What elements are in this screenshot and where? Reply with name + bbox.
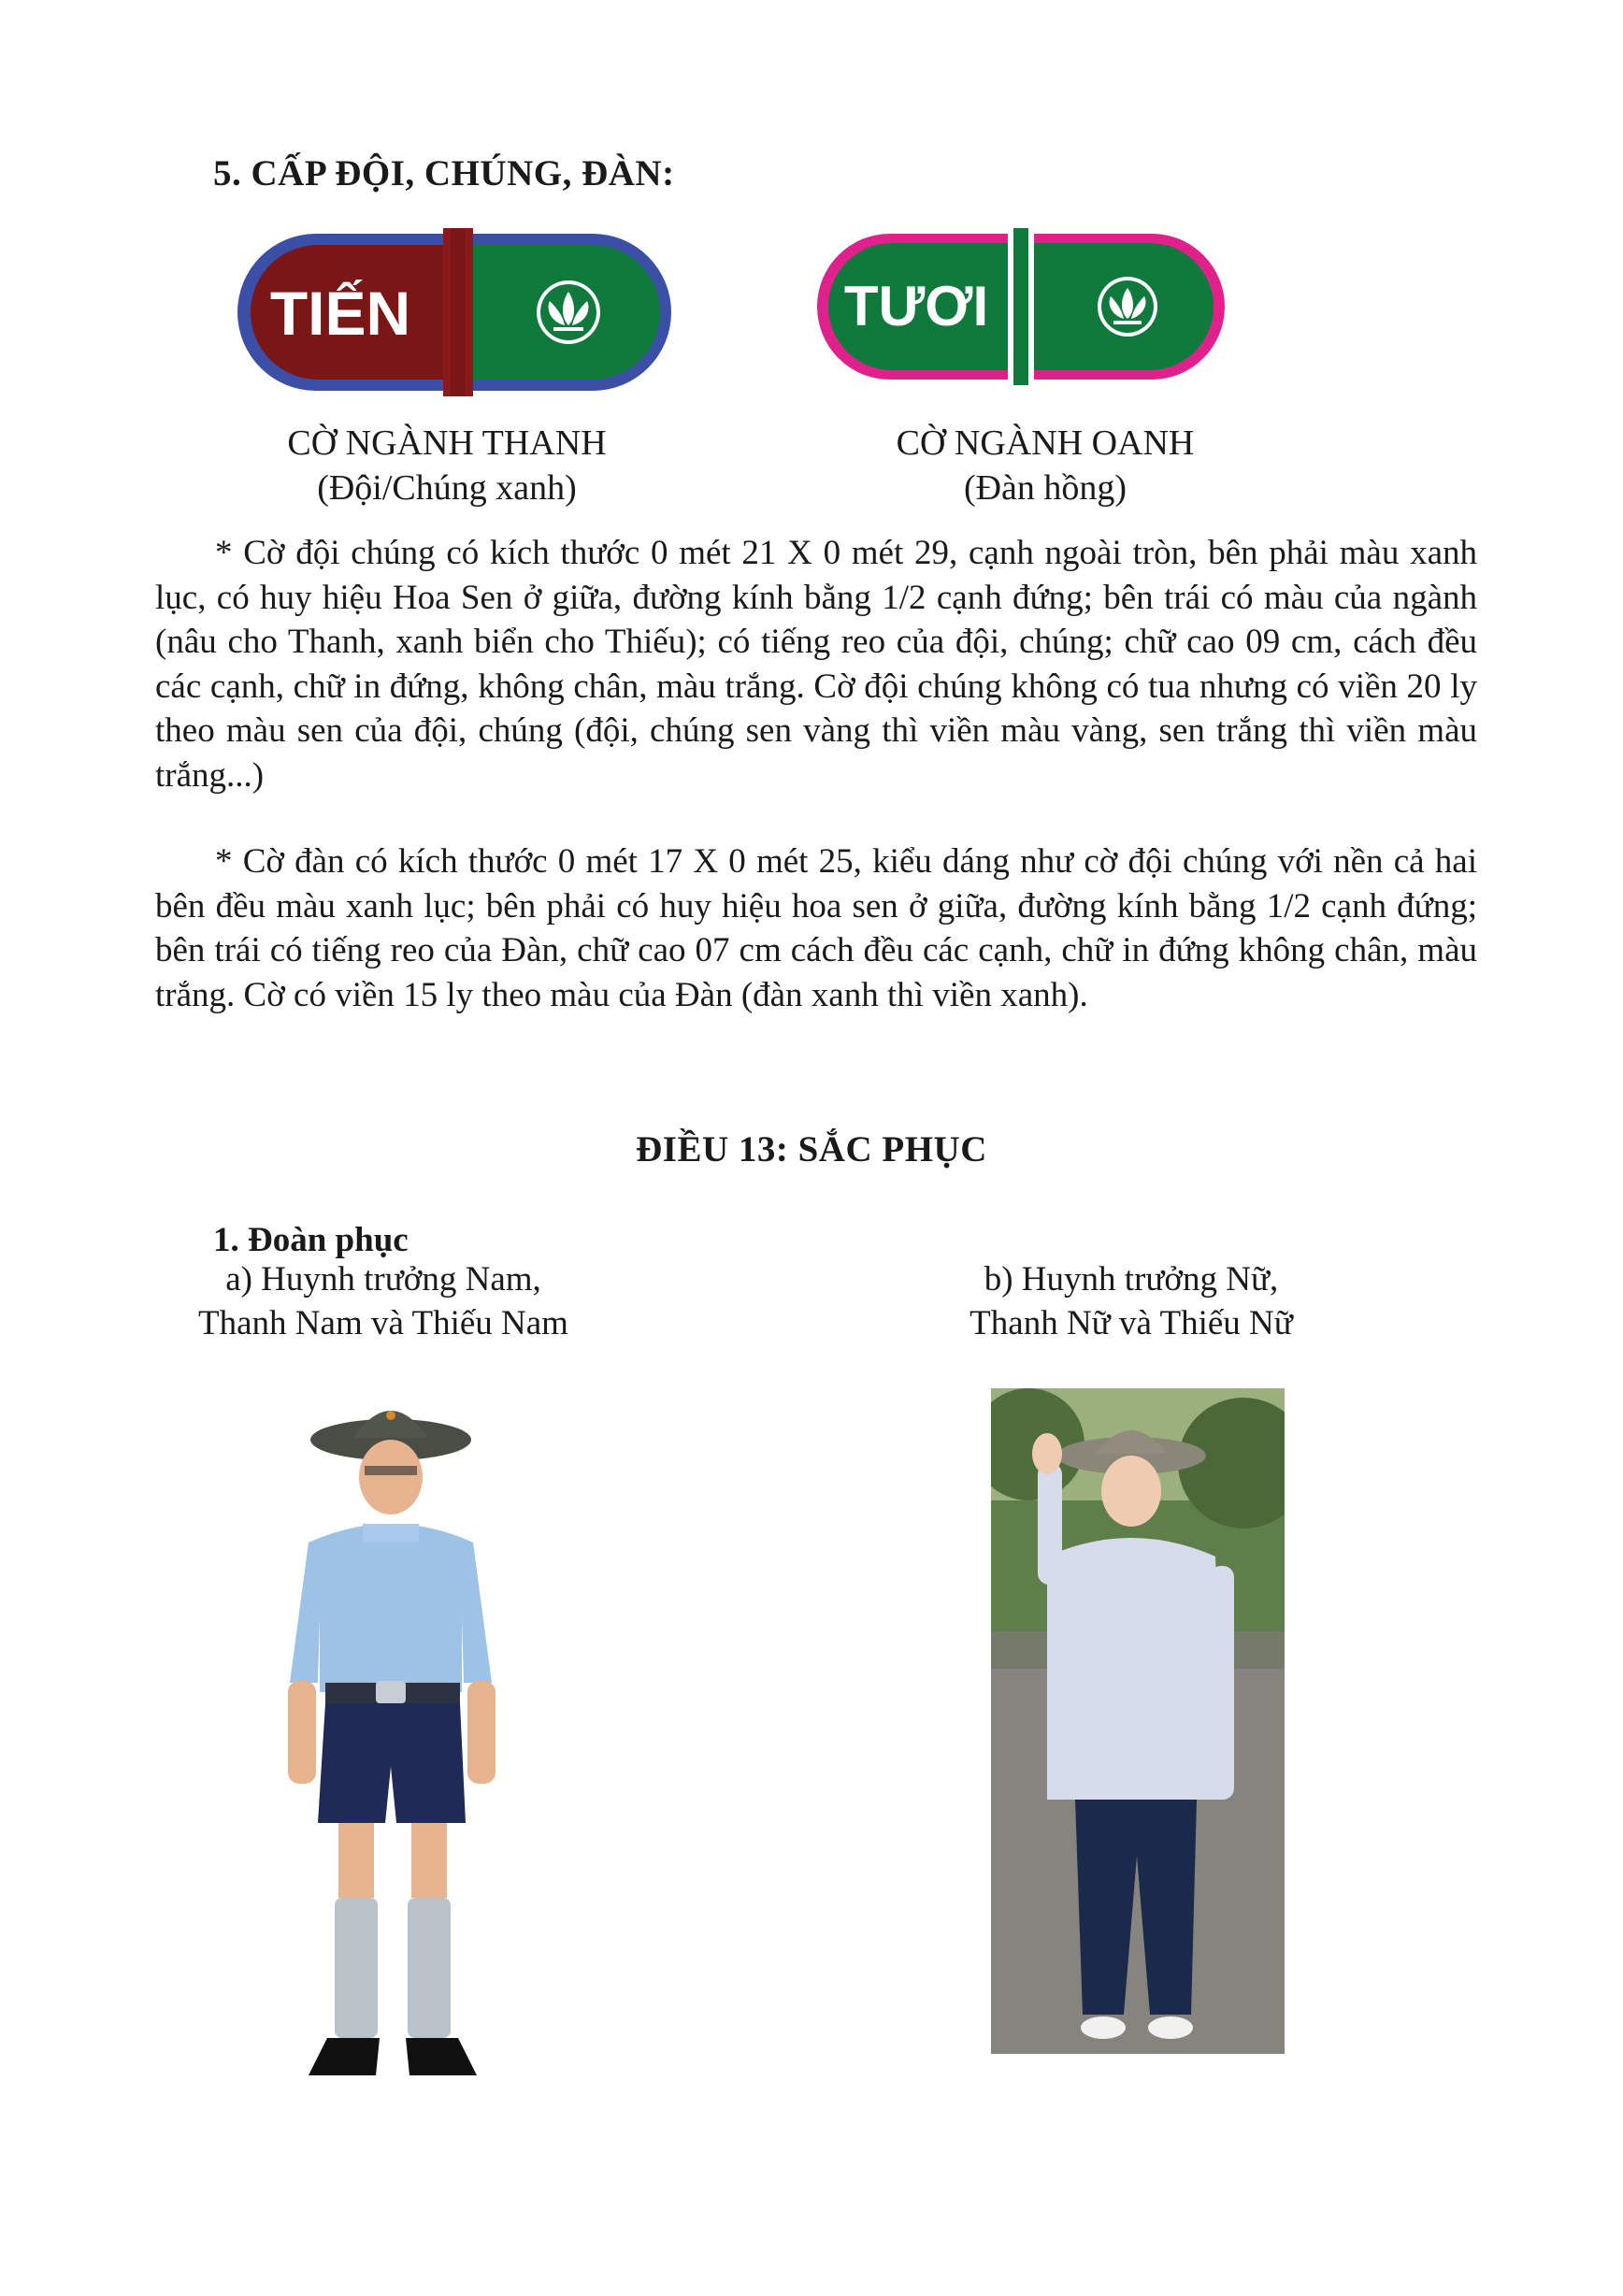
oanh-flag-text: TƯƠI (843, 275, 989, 337)
subsection-heading: 1. Đoàn phục (213, 1221, 409, 1259)
male-uniform-caption (159, 1257, 608, 1345)
lotus-emblem-icon (537, 280, 600, 344)
male-uniform-photo (271, 1384, 552, 2075)
caption-line: CỜ NGÀNH THANH (287, 423, 607, 463)
oanh-flag-caption (802, 421, 1288, 510)
caption-line: CỜ NGÀNH OANH (896, 423, 1195, 463)
article-title: ĐIỀU 13: SẮC PHỤC (636, 1129, 987, 1170)
caption-line: Thanh Nam và Thiếu Nam (198, 1304, 568, 1342)
paragraph-dan-flag: * Cờ đàn có kích thước 0 mét 17 X 0 mét 25, kiểu dáng như cờ đội chúng với nền cả hai bên đều màu xanh lục; bên phải có huy hiệu hoa sen ở giữa, đường kính bằng 1/2 cạnh đứng; bên trái có tiếng reo của Đàn, chữ cao 07 cm cách đều các cạnh, chữ in đứng không chân, màu trắng. Cờ có viền 15 ly theo màu của Đàn (đàn xanh thì viền xanh). (155, 842, 1477, 1014)
paragraph-doi-chung-flag: * Cờ đội chúng có kích thước 0 mét 21 X 0 mét 29, cạnh ngoài tròn, bên phải màu xanh lục, có huy hiệu Hoa Sen ở giữa, đường kính bằng 1/2 cạnh đứng; bên trái có màu của ngành (nâu cho Thanh, xanh biển cho Thiếu); có tiếng reo của đội, chúng; chữ cao 09 cm, cách đều các cạnh, chữ in đứng, không chân, màu trắng. Cờ đội chúng không có tua nhưng có viền 20 ly theo màu sen của đội, chúng (đội, chúng sen vàng thì viền màu vàng, sen trắng thì viền màu trắng...) (155, 534, 1477, 795)
caption-line: (Đàn hồng) (963, 468, 1127, 508)
caption-line: Thanh Nữ và Thiếu Nữ (969, 1304, 1293, 1342)
female-uniform-photo (991, 1388, 1285, 2054)
oanh-flag-image (812, 228, 1230, 385)
lotus-emblem-icon (1098, 277, 1157, 337)
section-heading: 5. CẤP ĐỘI, CHÚNG, ĐÀN: (213, 153, 675, 194)
thanh-flag-image (232, 228, 677, 396)
caption-line: a) Huynh trưởng Nam, (225, 1260, 541, 1299)
thanh-flag-caption (204, 421, 690, 510)
caption-line: (Đội/Chúng xanh) (317, 468, 577, 508)
thanh-flag-text: TIẾN (269, 279, 411, 348)
female-uniform-caption (926, 1257, 1337, 1345)
caption-line: b) Huynh trưởng Nữ, (984, 1260, 1279, 1299)
